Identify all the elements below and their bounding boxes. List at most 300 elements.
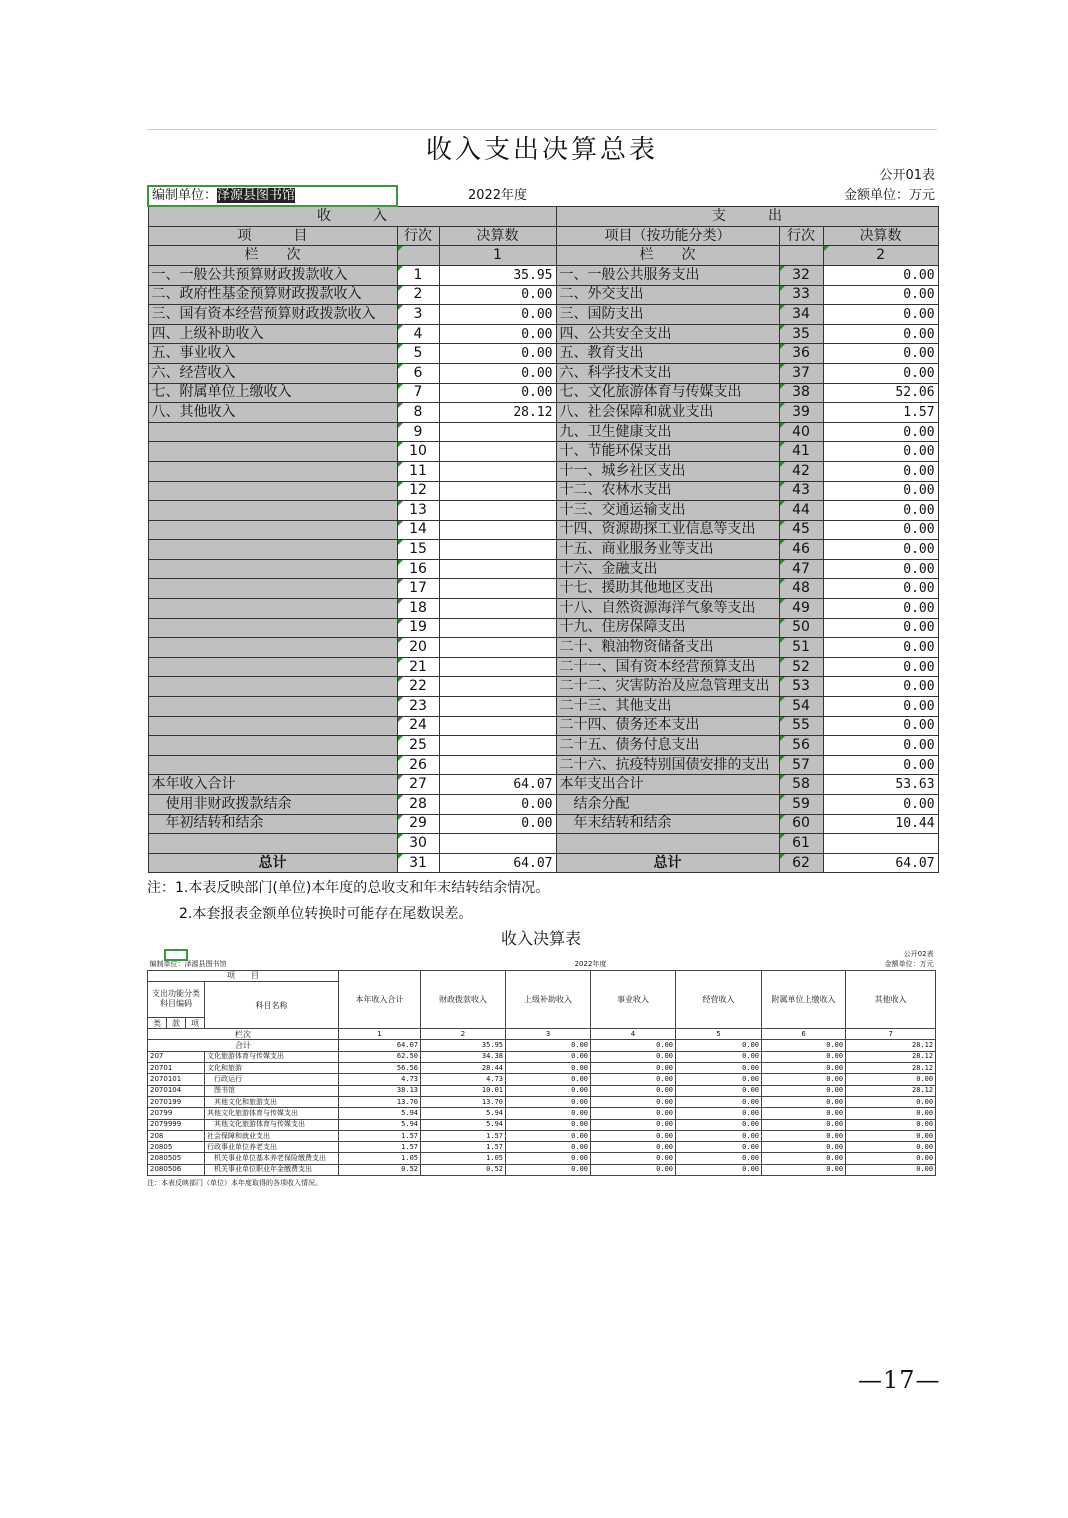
expense-row-no: 54	[779, 697, 823, 717]
expense-amount: 0.00	[823, 795, 938, 815]
income-item	[148, 559, 397, 579]
income-row-no: 2	[397, 285, 439, 305]
income-row-no: 16	[397, 559, 439, 579]
expense-item: 十一、城乡社区支出	[556, 461, 779, 481]
income-row-no: 4	[397, 324, 439, 344]
amount-cell: 0.00	[676, 1051, 762, 1062]
income-item	[148, 697, 397, 717]
expense-amount: 0.00	[823, 716, 938, 736]
income-item: 五、事业收入	[148, 344, 397, 364]
income-row	[148, 1119, 936, 1130]
expense-item: 七、文化旅游体育与传媒支出	[556, 383, 779, 403]
income-item: 四、上级补助收入	[148, 324, 397, 344]
expense-item: 六、科学技术支出	[556, 363, 779, 383]
col-row-no: 行次	[397, 226, 439, 246]
summary-row	[148, 736, 938, 756]
summary-row	[148, 324, 938, 344]
form-number: 公开01表	[823, 166, 938, 186]
amount-cell: 0.00	[591, 1063, 676, 1074]
income-row-no: 27	[397, 775, 439, 795]
expense-amount: 0.00	[823, 324, 938, 344]
income-row-no: 22	[397, 677, 439, 697]
subject-name: 社会保障和就业支出	[205, 1130, 339, 1141]
expense-item: 十六、金融支出	[556, 559, 779, 579]
income-row-no: 24	[397, 716, 439, 736]
income-amount	[439, 461, 556, 481]
summary-row	[148, 697, 938, 717]
amount-cell: 0.00	[846, 1096, 936, 1107]
expense-amount: 1.57	[823, 403, 938, 423]
amount-cell: 0.00	[676, 1096, 762, 1107]
income-row	[148, 1108, 936, 1119]
amount-cell: 0.00	[846, 1130, 936, 1141]
summary-row	[148, 677, 938, 697]
expense-row-no: 32	[779, 265, 823, 285]
table2-total-cell: 28.12	[846, 1040, 936, 1051]
table2-h-name: 科目名称	[205, 981, 339, 1028]
amount-cell: 0.00	[762, 1142, 846, 1153]
table2-year: 2022年度	[574, 959, 607, 968]
table2-total-cell: 35.95	[421, 1040, 506, 1051]
expense-item: 结余分配	[556, 795, 779, 815]
expense-amount: 0.00	[823, 481, 938, 501]
summary-row	[148, 618, 938, 638]
amount-cell: 0.00	[676, 1108, 762, 1119]
table2-col-no: 2	[421, 1029, 506, 1040]
expense-row-no: 43	[779, 481, 823, 501]
income-amount: 0.00	[439, 795, 556, 815]
expense-amount: 0.00	[823, 422, 938, 442]
table2-col-4: 事业收入	[591, 970, 676, 1029]
summary-row	[148, 657, 938, 677]
subject-code: 20701	[148, 1063, 205, 1074]
amount-cell: 0.00	[762, 1130, 846, 1141]
expense-row-no: 34	[779, 305, 823, 325]
income-amount: 0.00	[439, 814, 556, 834]
table1-note-2: 2.本套报表金额单位转换时可能存在尾数误差。	[179, 906, 473, 923]
income-row-no: 13	[397, 501, 439, 521]
amount-cell: 0.00	[676, 1119, 762, 1130]
expense-item: 十三、交通运输支出	[556, 501, 779, 521]
expense-amount: 0.00	[823, 520, 938, 540]
subject-name: 文化和旅游	[205, 1063, 339, 1074]
expense-amount: 0.00	[823, 755, 938, 775]
amount-cell: 0.00	[591, 1096, 676, 1107]
income-amount: 35.95	[439, 265, 556, 285]
amount-cell: 0.00	[591, 1164, 676, 1175]
expense-item: 二、外交支出	[556, 285, 779, 305]
expense-item: 三、国防支出	[556, 305, 779, 325]
subject-name: 行政事业单位养老支出	[205, 1142, 339, 1153]
income-item	[148, 461, 397, 481]
expense-item: 十二、农林水支出	[556, 481, 779, 501]
summary-row	[148, 461, 938, 481]
subject-code: 20805	[148, 1142, 205, 1153]
amount-cell: 13.70	[421, 1096, 506, 1107]
col-number-1: 1	[439, 246, 556, 266]
expense-item: 二十、粮油物资储备支出	[556, 638, 779, 658]
expense-row-no: 46	[779, 540, 823, 560]
amount-cell: 38.13	[339, 1085, 421, 1096]
table2-form-number: 公开02表	[903, 949, 934, 958]
subject-code: 2070199	[148, 1096, 205, 1107]
subject-name: 其他文化和旅游支出	[205, 1096, 339, 1107]
amount-cell: 0.00	[846, 1108, 936, 1119]
amount-cell: 28.12	[846, 1063, 936, 1074]
table2-col-3: 上级补助收入	[506, 970, 591, 1029]
col-item-function: 项目（按功能分类）	[556, 226, 779, 246]
amount-cell: 0.00	[506, 1164, 591, 1175]
compiling-unit: 编制单位：泽源县图书馆	[148, 186, 397, 207]
expense-row-no: 36	[779, 344, 823, 364]
income-amount: 0.00	[439, 344, 556, 364]
amount-cell: 0.00	[676, 1142, 762, 1153]
table2-total-cell: 64.07	[339, 1040, 421, 1051]
subject-name: 文化旅游体育与传媒支出	[205, 1051, 339, 1062]
amount-cell: 0.00	[846, 1153, 936, 1164]
amount-cell: 10.01	[421, 1085, 506, 1096]
amount-cell: 5.94	[339, 1108, 421, 1119]
income-row-no: 25	[397, 736, 439, 756]
summary-row	[148, 834, 938, 854]
expense-item: 八、社会保障和就业支出	[556, 403, 779, 423]
expense-item	[556, 834, 779, 854]
table2-col-no: 1	[339, 1029, 421, 1040]
amount-cell: 0.00	[591, 1153, 676, 1164]
income-item	[148, 520, 397, 540]
expense-amount: 0.00	[823, 599, 938, 619]
income-row-no: 20	[397, 638, 439, 658]
amount-cell: 0.00	[846, 1164, 936, 1175]
summary-row	[148, 755, 938, 775]
amount-cell: 4.73	[339, 1074, 421, 1085]
amount-cell: 1.05	[339, 1153, 421, 1164]
expense-row-no: 42	[779, 461, 823, 481]
expense-row-no: 56	[779, 736, 823, 756]
expense-amount: 53.63	[823, 775, 938, 795]
subject-code: 208	[148, 1130, 205, 1141]
lanci-label: 栏 次	[148, 246, 397, 266]
subject-code: 2080505	[148, 1153, 205, 1164]
amount-cell: 0.00	[676, 1085, 762, 1096]
amount-cell: 1.05	[421, 1153, 506, 1164]
income-amount: 28.12	[439, 403, 556, 423]
amount-cell: 0.00	[676, 1153, 762, 1164]
amount-cell: 0.00	[591, 1130, 676, 1141]
amount-cell: 0.00	[591, 1074, 676, 1085]
income-amount	[439, 736, 556, 756]
amount-cell: 62.50	[339, 1051, 421, 1062]
expense-item: 本年支出合计	[556, 775, 779, 795]
expense-row-no: 49	[779, 599, 823, 619]
table2-col-no: 7	[846, 1029, 936, 1040]
subject-code: 2070104	[148, 1085, 205, 1096]
amount-cell: 5.94	[421, 1119, 506, 1130]
amount-cell: 0.00	[591, 1142, 676, 1153]
lanci-label-right: 栏 次	[556, 246, 779, 266]
income-amount: 0.00	[439, 363, 556, 383]
amount-cell: 0.00	[591, 1051, 676, 1062]
expense-row-no: 57	[779, 755, 823, 775]
expense-amount: 0.00	[823, 657, 938, 677]
amount-cell: 0.00	[762, 1153, 846, 1164]
income-item	[148, 677, 397, 697]
expense-row-no: 37	[779, 363, 823, 383]
expense-amount: 0.00	[823, 559, 938, 579]
expense-item: 九、卫生健康支出	[556, 422, 779, 442]
income-amount	[439, 559, 556, 579]
income-item: 二、政府性基金预算财政拨款收入	[148, 285, 397, 305]
summary-row	[148, 422, 938, 442]
amount-cell: 0.00	[506, 1153, 591, 1164]
summary-row	[148, 795, 938, 815]
amount-cell: 5.94	[339, 1119, 421, 1130]
subject-name: 图书馆	[205, 1085, 339, 1096]
income-amount: 64.07	[439, 853, 556, 873]
income-amount: 0.00	[439, 324, 556, 344]
table2-col-7: 其他收入	[846, 970, 936, 1029]
summary-row	[148, 716, 938, 736]
summary-row	[148, 442, 938, 462]
expense-row-no: 60	[779, 814, 823, 834]
income-item	[148, 442, 397, 462]
expense-amount: 0.00	[823, 461, 938, 481]
amount-cell: 1.57	[421, 1142, 506, 1153]
income-row	[148, 1085, 936, 1096]
income-amount	[439, 540, 556, 560]
amount-cell: 0.00	[506, 1051, 591, 1062]
amount-cell: 0.00	[506, 1130, 591, 1141]
income-row	[148, 1153, 936, 1164]
amount-cell: 0.00	[506, 1108, 591, 1119]
income-row	[148, 1051, 936, 1062]
subject-name: 其他文化旅游体育与传媒支出	[205, 1108, 339, 1119]
expense-amount: 0.00	[823, 363, 938, 383]
table2-total-label: 合计	[148, 1040, 339, 1051]
income-item	[148, 501, 397, 521]
expense-item: 年末结转和结余	[556, 814, 779, 834]
expense-amount: 0.00	[823, 736, 938, 756]
amount-cell: 0.52	[339, 1164, 421, 1175]
expense-row-no: 55	[779, 716, 823, 736]
expense-item: 总计	[556, 853, 779, 873]
income-row-no: 1	[397, 265, 439, 285]
income-row-no: 28	[397, 795, 439, 815]
amount-cell: 0.00	[762, 1108, 846, 1119]
amount-cell: 4.73	[421, 1074, 506, 1085]
amount-cell: 0.00	[762, 1051, 846, 1062]
summary-row	[148, 559, 938, 579]
amount-cell: 0.00	[762, 1085, 846, 1096]
subject-code: 20799	[148, 1108, 205, 1119]
income-item	[148, 579, 397, 599]
expense-amount: 0.00	[823, 501, 938, 521]
summary-row	[148, 305, 938, 325]
table2-amount-unit: 金额单位：万元	[884, 959, 934, 968]
expense-row-no: 61	[779, 834, 823, 854]
table2-total-cell: 0.00	[506, 1040, 591, 1051]
amount-cell: 0.00	[506, 1074, 591, 1085]
expense-row-no: 48	[779, 579, 823, 599]
fiscal-year: 2022年度	[439, 186, 556, 207]
subject-code: 2080506	[148, 1164, 205, 1175]
income-amount	[439, 579, 556, 599]
amount-cell: 28.12	[846, 1051, 936, 1062]
page-number: —17—	[858, 1366, 941, 1394]
income-amount	[439, 618, 556, 638]
income-item: 总计	[148, 853, 397, 873]
summary-row	[148, 285, 938, 305]
table2-total-cell: 0.00	[676, 1040, 762, 1051]
income-item: 三、国有资本经营预算财政拨款收入	[148, 305, 397, 325]
income-item	[148, 540, 397, 560]
amount-cell: 0.00	[846, 1142, 936, 1153]
income-row	[148, 1142, 936, 1153]
table2-col-1: 本年收入合计	[339, 970, 421, 1029]
amount-cell: 0.00	[506, 1119, 591, 1130]
summary-row	[148, 853, 938, 873]
amount-cell: 0.00	[762, 1063, 846, 1074]
summary-row	[148, 599, 938, 619]
selection-marker	[164, 949, 188, 961]
expense-row-no: 33	[779, 285, 823, 305]
income-item: 八、其他收入	[148, 403, 397, 423]
expense-amount: 0.00	[823, 677, 938, 697]
income-row-no: 11	[397, 461, 439, 481]
expense-item: 二十五、债务付息支出	[556, 736, 779, 756]
expense-row-no: 35	[779, 324, 823, 344]
expense-row-no: 45	[779, 520, 823, 540]
amount-cell: 0.00	[506, 1085, 591, 1096]
table2-h-xiang: 项	[186, 1017, 205, 1028]
income-amount	[439, 422, 556, 442]
expense-amount: 0.00	[823, 442, 938, 462]
col-row-no-right: 行次	[779, 226, 823, 246]
expense-item: 十、节能环保支出	[556, 442, 779, 462]
amount-cell: 0.00	[762, 1096, 846, 1107]
expense-amount: 0.00	[823, 579, 938, 599]
expense-item: 二十三、其他支出	[556, 697, 779, 717]
expense-amount: 0.00	[823, 305, 938, 325]
income-item	[148, 657, 397, 677]
income-row-no: 31	[397, 853, 439, 873]
amount-cell: 0.00	[762, 1164, 846, 1175]
income-item	[148, 736, 397, 756]
expense-amount: 0.00	[823, 285, 938, 305]
income-amount	[439, 520, 556, 540]
income-amount	[439, 657, 556, 677]
amount-cell: 0.00	[506, 1096, 591, 1107]
table2-col-no: 4	[591, 1029, 676, 1040]
income-row-no: 10	[397, 442, 439, 462]
table2-col-no: 5	[676, 1029, 762, 1040]
amount-cell: 0.00	[506, 1063, 591, 1074]
income-item	[148, 716, 397, 736]
summary-row	[148, 775, 938, 795]
amount-cell: 0.00	[676, 1164, 762, 1175]
expense-item: 二十六、抗疫特别国债安排的支出	[556, 755, 779, 775]
amount-cell: 0.00	[846, 1074, 936, 1085]
income-item: 年初结转和结余	[148, 814, 397, 834]
income-item: 七、附属单位上缴收入	[148, 383, 397, 403]
income-expense-summary-table-section	[147, 129, 937, 927]
expense-item: 二十二、灾害防治及应急管理支出	[556, 677, 779, 697]
subject-name: 其他文化旅游体育与传媒支出	[205, 1119, 339, 1130]
income-row	[148, 1164, 936, 1175]
income-row-no: 29	[397, 814, 439, 834]
income-row-no: 3	[397, 305, 439, 325]
table2-col-5: 经营收入	[676, 970, 762, 1029]
table2-col-2: 财政拨款收入	[421, 970, 506, 1029]
amount-cell: 0.00	[591, 1085, 676, 1096]
expense-row-no: 50	[779, 618, 823, 638]
expense-amount: 64.07	[823, 853, 938, 873]
expense-row-no: 53	[779, 677, 823, 697]
expense-row-no: 40	[779, 422, 823, 442]
col-amount-right: 决算数	[823, 226, 938, 246]
income-amount	[439, 834, 556, 854]
income-item: 本年收入合计	[148, 775, 397, 795]
summary-row	[148, 814, 938, 834]
expense-item: 四、公共安全支出	[556, 324, 779, 344]
table2-total-cell: 0.00	[591, 1040, 676, 1051]
amount-cell: 0.00	[676, 1074, 762, 1085]
amount-cell: 0.52	[421, 1164, 506, 1175]
expense-row-no: 38	[779, 383, 823, 403]
summary-row	[148, 501, 938, 521]
income-item	[148, 481, 397, 501]
col-number-2: 2	[823, 246, 938, 266]
income-row	[148, 1096, 936, 1107]
expense-row-no: 39	[779, 403, 823, 423]
expense-row-no: 59	[779, 795, 823, 815]
income-amount	[439, 501, 556, 521]
expense-item: 五、教育支出	[556, 344, 779, 364]
income-amount	[439, 716, 556, 736]
amount-cell: 0.00	[506, 1142, 591, 1153]
income-row-no: 6	[397, 363, 439, 383]
subject-code: 2079999	[148, 1119, 205, 1130]
amount-cell: 1.57	[421, 1130, 506, 1141]
income-item: 使用非财政拨款结余	[148, 795, 397, 815]
expense-item: 一、一般公共服务支出	[556, 265, 779, 285]
income-amount	[439, 697, 556, 717]
summary-row	[148, 540, 938, 560]
income-amount	[439, 677, 556, 697]
expense-row-no: 41	[779, 442, 823, 462]
expense-row-no: 44	[779, 501, 823, 521]
expense-amount: 0.00	[823, 618, 938, 638]
income-item	[148, 834, 397, 854]
expense-row-no: 51	[779, 638, 823, 658]
income-row-no: 19	[397, 618, 439, 638]
income-row-no: 12	[397, 481, 439, 501]
amount-cell: 1.57	[339, 1142, 421, 1153]
income-final-accounts-table	[147, 949, 936, 1176]
income-expense-summary-table	[147, 166, 939, 873]
subject-name: 机关事业单位职业年金缴费支出	[205, 1164, 339, 1175]
income-item: 一、一般公共预算财政拨款收入	[148, 265, 397, 285]
summary-row	[148, 579, 938, 599]
expense-item: 十七、援助其他地区支出	[556, 579, 779, 599]
expense-amount: 0.00	[823, 344, 938, 364]
summary-row	[148, 344, 938, 364]
expense-amount: 0.00	[823, 540, 938, 560]
income-row-no: 17	[397, 579, 439, 599]
income-amount	[439, 442, 556, 462]
income-row-no: 8	[397, 403, 439, 423]
table2-h-lei: 类	[148, 1017, 167, 1028]
